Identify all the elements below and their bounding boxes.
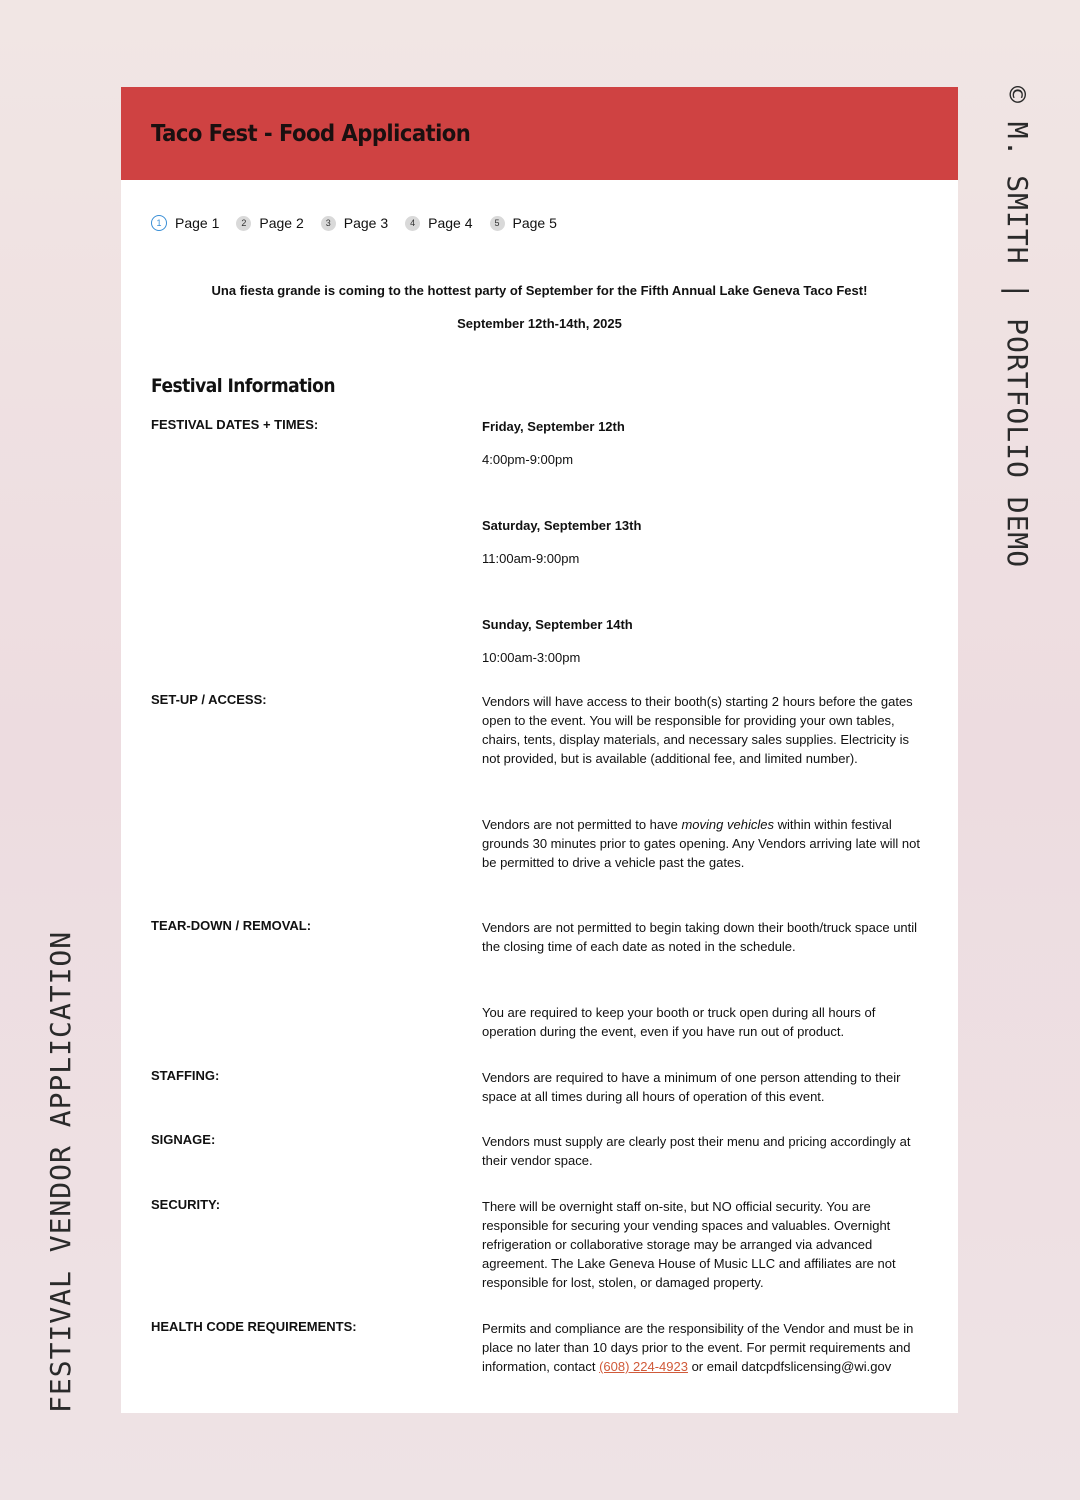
- signage-value: Vendors must supply are clearly post their menu and pricing accordingly at their vendor space.: [482, 1134, 911, 1168]
- tab-label: Page 3: [343, 215, 389, 231]
- tab-page-5[interactable]: [490, 215, 557, 231]
- day-1: Friday, September 12th: [482, 419, 625, 434]
- security-label: SECURITY:: [151, 1197, 221, 1212]
- phone-link[interactable]: (608) 224-4923: [599, 1359, 688, 1374]
- setup-value: [482, 692, 922, 872]
- form-header: [121, 87, 958, 180]
- setup-vehicles-paragraph: Vendors are not permitted to have moving vehicles within within festival grounds 30 minutes prior to gates opening. Any Vendors arriving late will not be permitted to drive a vehicle past the gates.: [482, 817, 920, 870]
- form-title: Taco Fest - Food Application: [151, 120, 471, 147]
- security-value: There will be overnight staff on-site, but NO official security. You are responsible for securing your vending spaces and valuables. Overnight refrigeration or collaborative storage may be arranged via advanced agreement. The Lake Geneva House of Music LLC and affiliates are not responsible for lost, stolen, or damaged property.: [482, 1199, 896, 1290]
- dates-value: [482, 417, 922, 667]
- health-value: Permits and compliance are the responsibility of the Vendor and must be in place no later than 10 days prior to the event. For permit requirements and information, contact (608) 224-4923 or email datcpdfslicensing@wi.gov: [482, 1321, 914, 1374]
- dates-label: FESTIVAL DATES + TIMES:: [151, 417, 319, 432]
- tab-number: 3: [321, 216, 336, 231]
- day-2: Saturday, September 13th: [482, 518, 642, 533]
- setup-paragraph: Vendors will have access to their booth(s) starting 2 hours before the gates open to the event. You will be responsible for providing your own tables, chairs, tents, display materials, and necessary sales supplies. Electricity is not provided, but is available (additional fee, and limited number).: [482, 694, 913, 766]
- tab-number: 2: [236, 216, 251, 231]
- time-1: 4:00pm-9:00pm: [482, 452, 574, 467]
- tab-page-4[interactable]: [405, 215, 472, 231]
- teardown-paragraph: Vendors are not permitted to begin taking down their booth/truck space until the closing time of each date as noted in the schedule.: [482, 920, 918, 954]
- tab-label: Page 1: [175, 215, 220, 231]
- intro: [121, 283, 958, 332]
- teardown-value: [482, 918, 922, 1041]
- side-caption-right: © M. SMITH | PORTFOLIO DEMO: [1001, 86, 1034, 569]
- teardown-label: TEAR-DOWN / REMOVAL:: [151, 918, 312, 933]
- staffing-label: STAFFING:: [151, 1068, 220, 1083]
- tab-number: 4: [405, 216, 420, 231]
- health-label: HEALTH CODE REQUIREMENTS:: [151, 1319, 357, 1334]
- signage-label: SIGNAGE:: [151, 1132, 216, 1147]
- page-tabs: [151, 215, 574, 231]
- tab-number: 1: [151, 215, 167, 231]
- tab-label: Page 2: [259, 215, 304, 231]
- tab-page-1[interactable]: [151, 215, 219, 231]
- application-form: [121, 87, 958, 1413]
- tab-number: 5: [490, 216, 505, 231]
- side-caption-left: FESTIVAL VENDOR APPLICATION: [44, 930, 77, 1413]
- intro-line: Una fiesta grande is coming to the hottest party of September for the Fifth Annual Lake Geneva Taco Fest!: [211, 283, 868, 298]
- tab-label: Page 4: [428, 215, 473, 231]
- tab-page-2[interactable]: [236, 215, 303, 231]
- teardown-open-paragraph: You are required to keep your booth or truck open during all hours of operation during the event, even if you have run out of product.: [482, 1005, 876, 1039]
- time-3: 10:00am-3:00pm: [482, 650, 581, 665]
- staffing-value: Vendors are required to have a minimum of one person attending to their space at all times during all hours of operation of this event.: [482, 1070, 901, 1104]
- setup-label: SET-UP / ACCESS:: [151, 692, 267, 707]
- event-dates: September 12th-14th, 2025: [457, 316, 622, 331]
- section-title: Festival Information: [151, 375, 335, 397]
- time-2: 11:00am-9:00pm: [482, 551, 580, 566]
- tab-label: Page 5: [512, 215, 557, 231]
- tab-page-3[interactable]: [321, 215, 388, 231]
- day-3: Sunday, September 14th: [482, 617, 633, 632]
